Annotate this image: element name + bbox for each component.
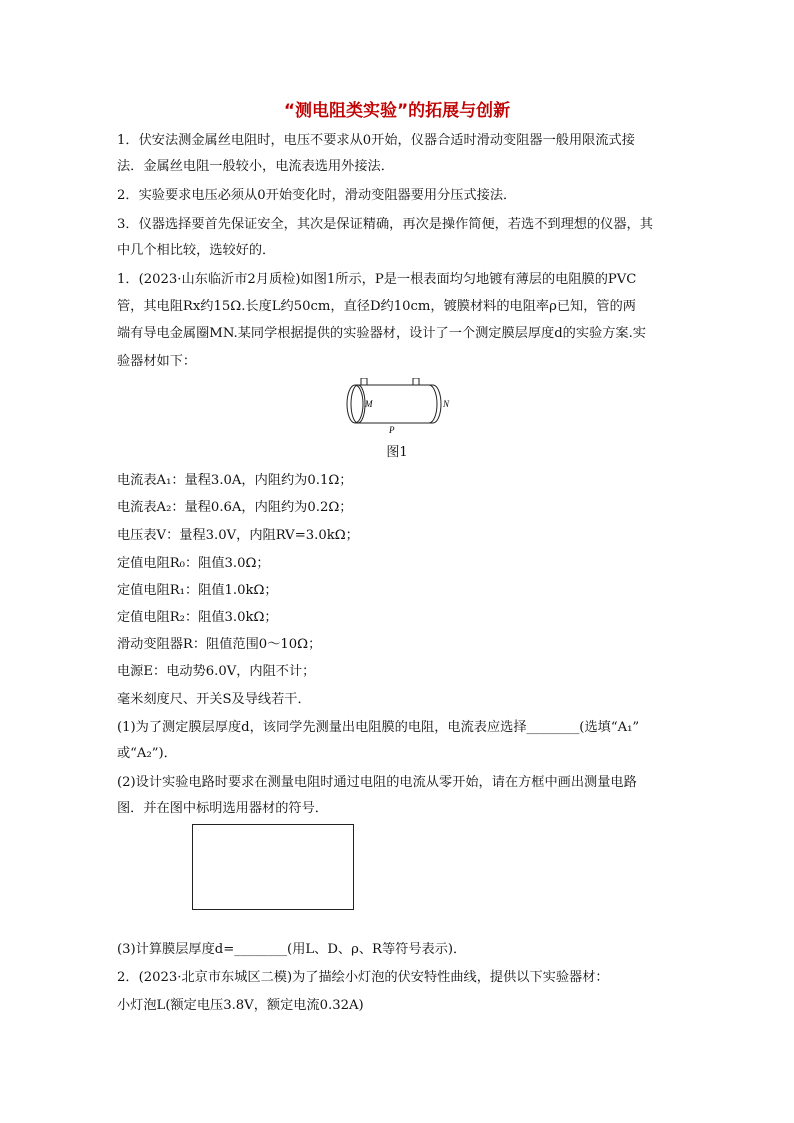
sub-question-2: 图．并在图中标明选用器材的符号．	[117, 801, 328, 816]
equipment-item: 电源E：电动势6.0V，内阻不计；	[117, 664, 316, 679]
figure-caption: 图1	[386, 445, 408, 460]
note-line: 法．金属丝电阻一般较小，电流表选用外接法．	[117, 159, 394, 174]
question-1-line: 管，其电阻Rx约15Ω.长度L约50cm，直径D约10cm，镀膜材料的电阻率ρ已知，管的两	[117, 299, 636, 314]
label-p: P	[389, 425, 395, 434]
question-1-line: 1．(2023·山东临沂市2月质检)如图1所示，P是一根表面均匀地镀有薄层的电阻膜的PVC	[117, 272, 637, 287]
pvc-tube-drawing	[345, 378, 457, 434]
page-title: “测电阻类实验”的拓展与创新	[283, 101, 511, 121]
equipment-item: 定值电阻R₀：阻值3.0Ω；	[117, 556, 270, 571]
note-line: 中几个相比较，选较好的．	[117, 243, 276, 258]
question-2-line: 小灯泡L(额定电压3.8V，额定电流0.32A)	[117, 998, 364, 1013]
label-n: N	[443, 399, 450, 409]
equipment-item: 电流表A₂：量程0.6A，内阻约为0.2Ω；	[117, 500, 353, 515]
note-line: 1．伏安法测金属丝电阻时，电压不要求从0开始，仪器合适时滑动变阻器一般用限流式接	[117, 133, 635, 148]
equipment-item: 电压表V：量程3.0V，内阻RV=3.0kΩ；	[117, 528, 359, 543]
equipment-item: 毫米刻度尺、开关S及导线若干．	[117, 692, 311, 707]
equipment-item: 电流表A₁：量程3.0A，内阻约为0.1Ω；	[117, 473, 353, 488]
circuit-answer-box[interactable]	[192, 824, 354, 910]
equipment-item: 定值电阻R₂：阻值3.0kΩ；	[117, 610, 278, 625]
sub-question-3: (3)计算膜层厚度d=________(用L、D、ρ、R等符号表示)．	[117, 942, 467, 957]
equipment-item: 滑动变阻器R：阻值范围0～10Ω；	[117, 637, 322, 652]
note-line: 3．仪器选择要首先保证安全，其次是保证精确，再次是操作简便，若选不到理想的仪器，其	[117, 217, 653, 232]
pvc-tube-figure	[345, 378, 457, 438]
sub-question-1: 或“A₂”)．	[117, 746, 177, 761]
equipment-item: 定值电阻R₁：阻值1.0kΩ；	[117, 583, 278, 598]
note-line: 2．实验要求电压必须从0开始变化时，滑动变阻器要用分压式接法．	[117, 188, 517, 203]
label-m: M	[365, 399, 373, 409]
sub-question-1: (1)为了测定膜层厚度d，该同学先测量出电阻膜的电阻，电流表应选择________(选填“A₁”	[117, 720, 640, 735]
question-1-line: 端有导电金属圈MN.某同学根据提供的实验器材，设计了一个测定膜层厚度d的实验方案.实	[117, 326, 646, 341]
question-1-line: 验器材如下：	[117, 354, 197, 369]
question-2-line: 2．(2023·北京市东城区二模)为了描绘小灯泡的伏安特性曲线，提供以下实验器材：	[117, 970, 609, 985]
sub-question-2: (2)设计实验电路时要求在测量电阻时通过电阻的电流从零开始，请在方框中画出测量电路	[117, 775, 637, 790]
